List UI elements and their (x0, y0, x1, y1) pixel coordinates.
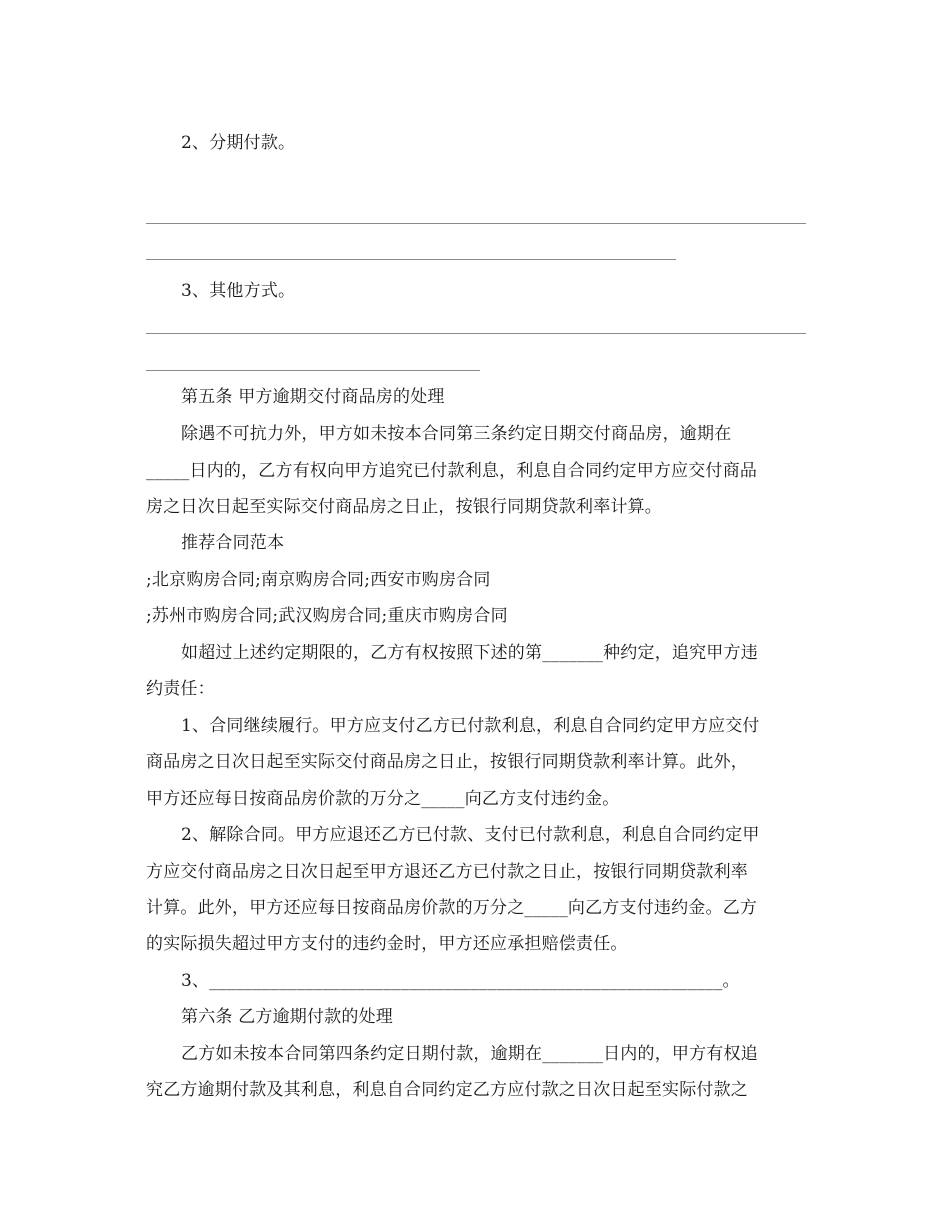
text-line: 2、分期付款。 (181, 133, 296, 153)
text-line: 方应交付商品房之日次日起至甲方退还乙方已付款之日止，按银行同期贷款利率 (146, 862, 748, 882)
text-line: 除遇不可抗力外，甲方如未按本合同第三条约定日期交付商品房，逾期在 (181, 424, 732, 444)
blank-fill-line (146, 223, 806, 224)
section-heading: 第六条 乙方逾期付款的处理 (181, 1007, 394, 1027)
text-line: 房之日次日起至实际交付商品房之日止，按银行同期贷款利率计算。 (146, 497, 662, 517)
blank-fill-line (146, 333, 806, 334)
section-heading: 第五条 甲方逾期交付商品房的处理 (181, 387, 445, 407)
text-line: 1、合同继续履行。甲方应支付乙方已付款利息，利息自合同约定甲方应交付 (181, 716, 760, 736)
text-line: 究乙方逾期付款及其利息，利息自合同约定乙方应付款之日次日起至实际付款之 (146, 1080, 748, 1100)
text-line: 如超过上述约定期限的，乙方有权按照下述的第_______种约定，追究甲方违 (181, 643, 758, 663)
text-line: 3、其他方式。 (181, 281, 296, 301)
recommend-links: ;苏州市购房合同;武汉购房合同;重庆市购房合同 (146, 606, 508, 626)
text-line: 的实际损失超过甲方支付的违约金时，甲方还应承担赔偿责任。 (146, 934, 628, 954)
text-line: _____日内的，乙方有权向甲方追究已付款利息，利息自合同约定甲方应交付商品 (146, 461, 758, 481)
blank-fill-line (146, 259, 676, 260)
text-line: 约责任： (146, 679, 215, 699)
recommend-heading: 推荐合同范本 (181, 533, 285, 553)
recommend-links: ;北京购房合同;南京购房合同;西安市购房合同 (146, 570, 491, 590)
text-line: 3、___________________________________________________________。 (181, 971, 740, 991)
text-line: 乙方如未按本合同第四条约定日期付款，逾期在_______日内的，甲方有权追 (181, 1044, 758, 1064)
text-line: 计算。此外，甲方还应每日按商品房价款的万分之_____向乙方支付违约金。乙方 (146, 898, 758, 918)
blank-fill-line (146, 370, 480, 371)
text-line: 甲方还应每日按商品房价款的万分之_____向乙方支付违约金。 (146, 789, 620, 809)
text-line: 商品房之日次日起至实际交付商品房之日止，按银行同期贷款利率计算。此外， (146, 752, 748, 772)
text-line: 2、解除合同。甲方应退还乙方已付款、支付已付款利息，利息自合同约定甲 (181, 825, 760, 845)
